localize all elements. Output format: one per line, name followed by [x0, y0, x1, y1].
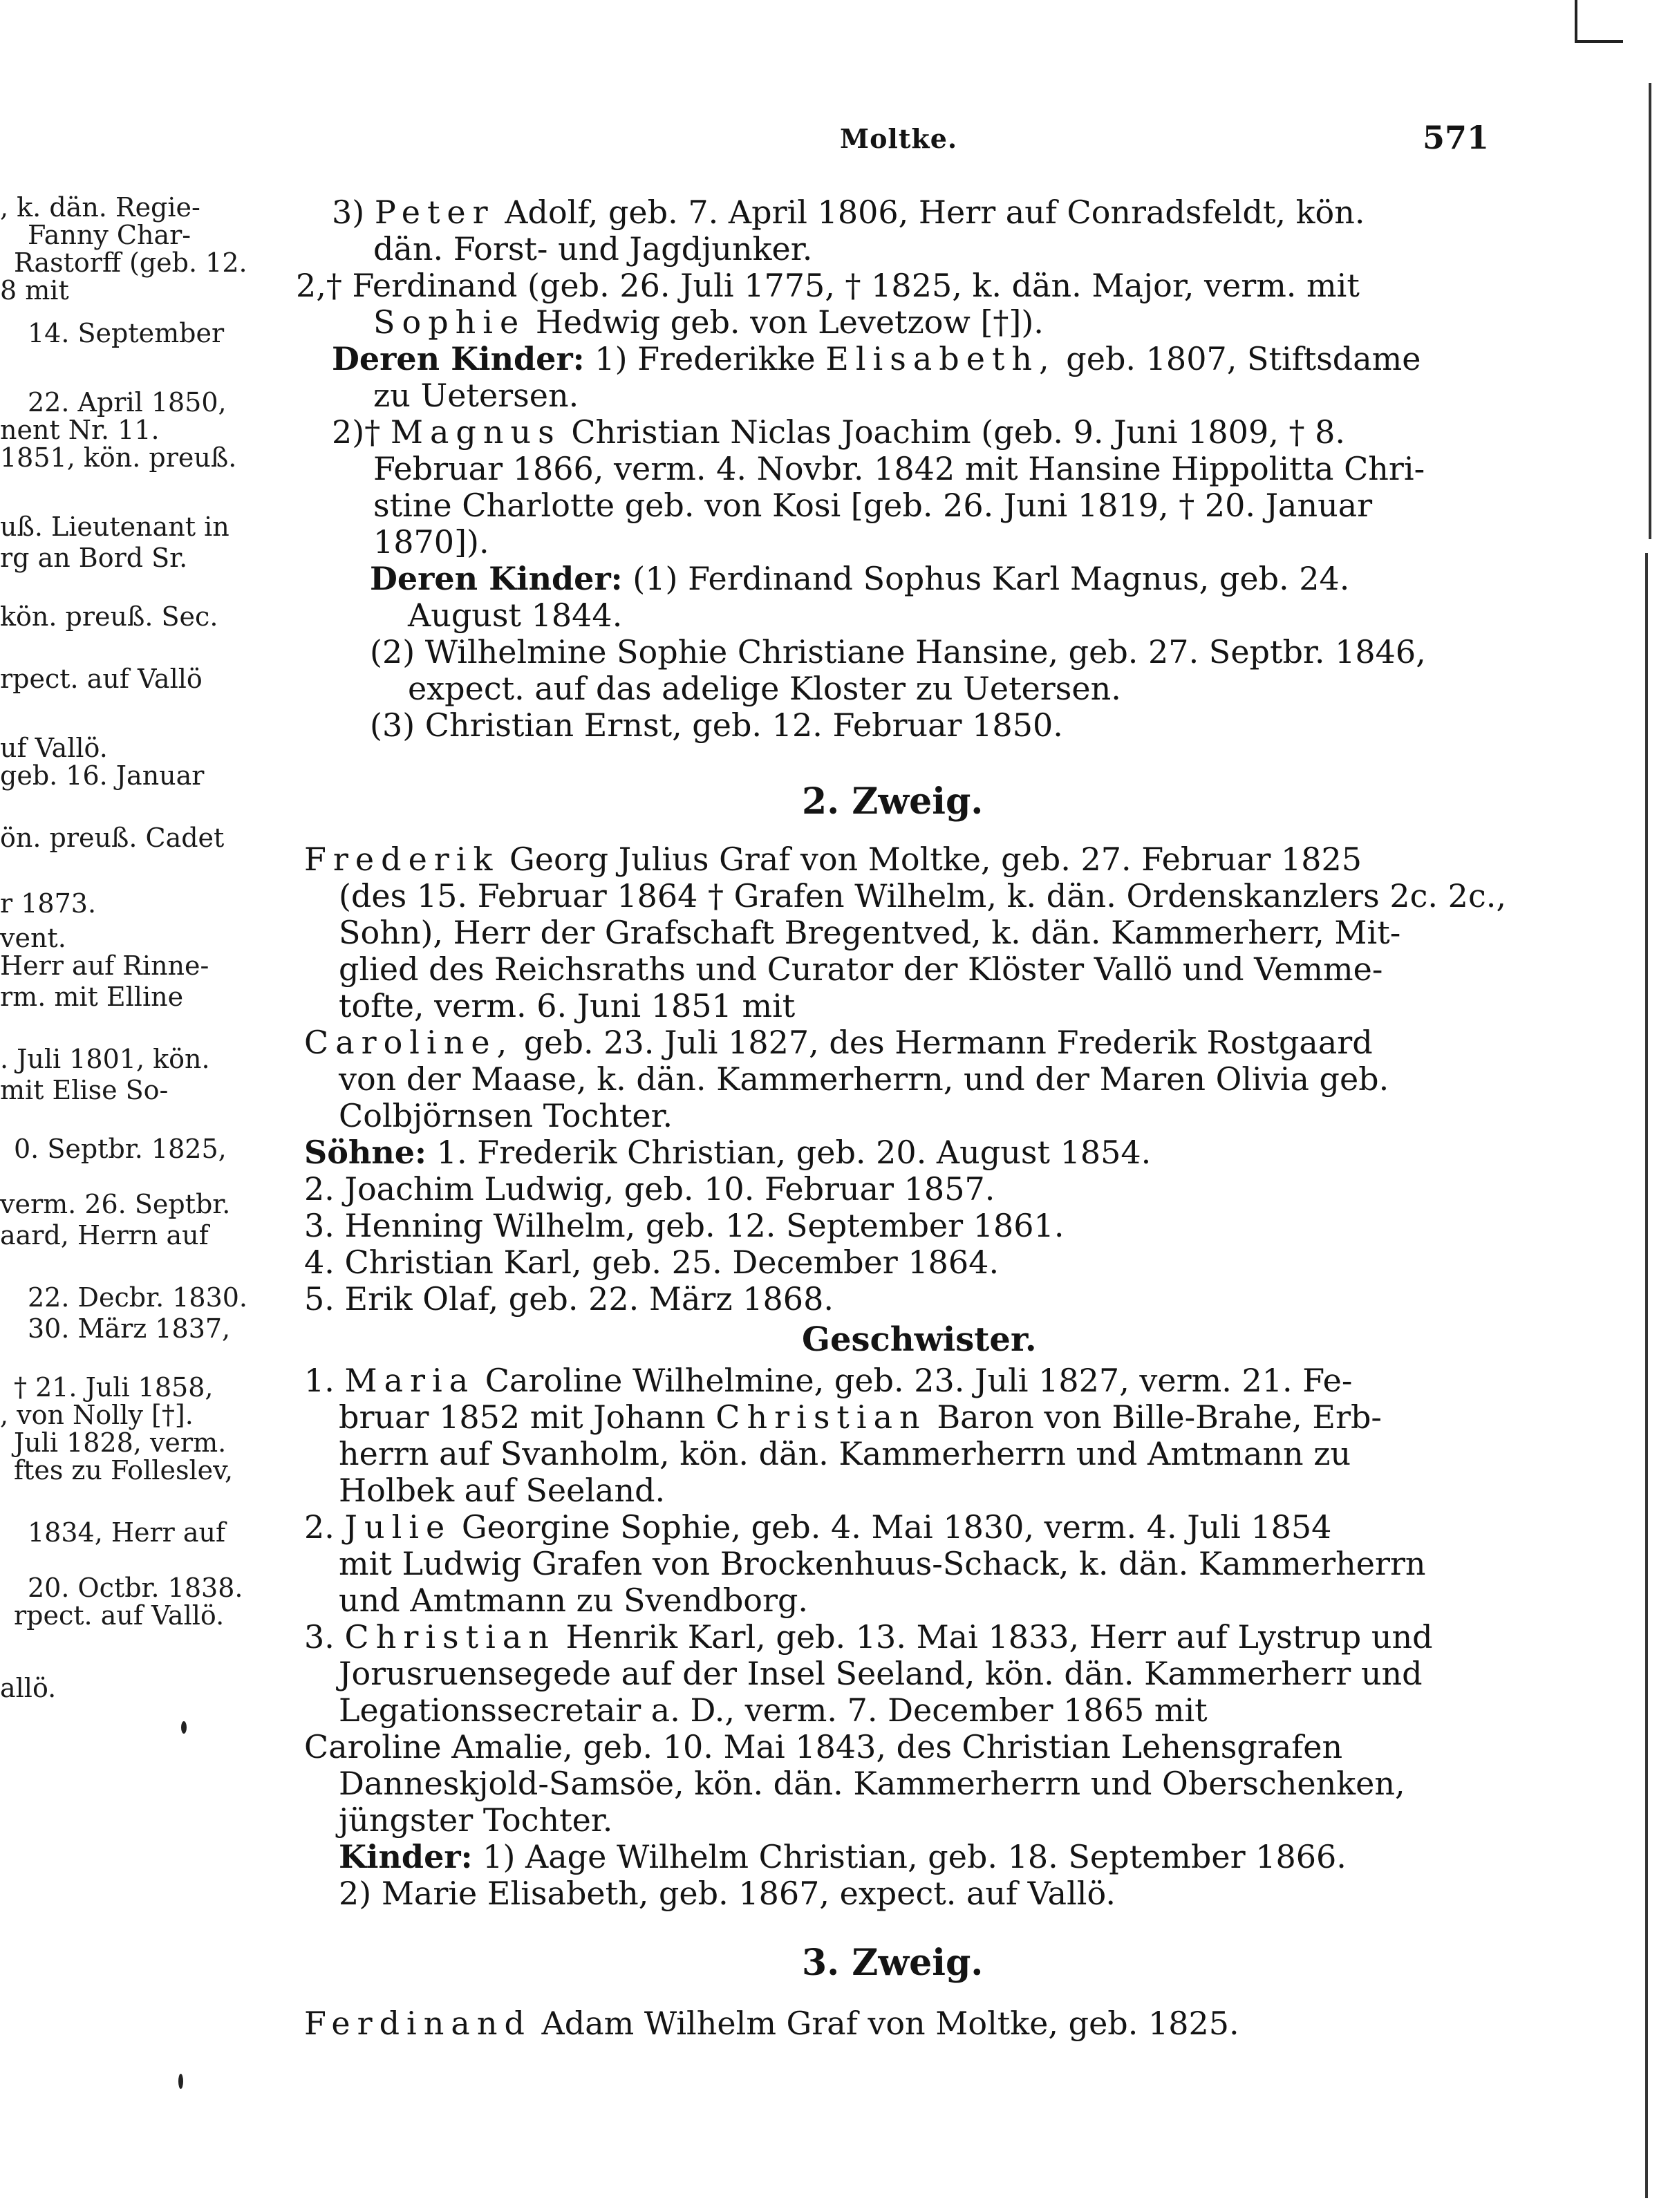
entry-line: (des 15. Februar 1864 † Grafen Wilhelm, k. dän. Ordenskanzlers 2c. 2c.,: [339, 877, 1506, 915]
margin-fragment: vent.: [0, 923, 66, 953]
entry-line: 2. Julie Georgine Sophie, geb. 4. Mai 1830, verm. 4. Juli 1854: [304, 1508, 1332, 1546]
margin-fragment: , k. dän. Regie-: [0, 192, 200, 223]
entry-line: stine Charlotte geb. von Kosi [geb. 26. Juni 1819, † 20. Januar: [373, 487, 1373, 524]
corner-rule-horizontal: [1575, 40, 1623, 43]
margin-fragment: uß. Lieutenant in: [0, 512, 229, 542]
margin-fragment: Rastorff (geb. 12.: [14, 247, 247, 278]
margin-fragment: mit Elise So-: [0, 1075, 169, 1105]
margin-fragment: rm. mit Elline: [0, 982, 184, 1012]
margin-fragment: , von Nolly [†].: [0, 1400, 194, 1430]
margin-fragment: 1851, kön. preuß.: [0, 442, 237, 473]
margin-fragment: 22. April 1850,: [28, 387, 227, 418]
entry-line: Danneskjold-Samsöe, kön. dän. Kammerherrn und Oberschenken,: [339, 1765, 1405, 1802]
margin-fragment: 14. September: [28, 318, 225, 348]
margin-fragment: rg an Bord Sr.: [0, 543, 188, 573]
margin-fragment: 20. Octbr. 1838.: [28, 1573, 243, 1603]
page-edge-line: [1649, 83, 1651, 539]
margin-fragment: . Juli 1801, kön.: [0, 1044, 210, 1074]
margin-fragment: 22. Decbr. 1830.: [28, 1282, 248, 1313]
margin-fragment: ön. preuß. Cadet: [0, 823, 225, 853]
entry-line: (3) Christian Ernst, geb. 12. Februar 1850.: [370, 706, 1063, 744]
entry-line: von der Maase, k. dän. Kammerherrn, und der Maren Olivia geb.: [339, 1060, 1389, 1098]
margin-fragment: rpect. auf Vallö.: [14, 1600, 225, 1631]
ink-speck: [181, 1721, 187, 1734]
entry-line: Caroline, geb. 23. Juli 1827, des Hermann Frederik Rostgaard: [304, 1024, 1373, 1061]
margin-fragment: nent Nr. 11.: [0, 415, 160, 445]
section-heading: 3. Zweig.: [802, 1942, 984, 1984]
page-edge-line: [1645, 553, 1648, 2198]
margin-fragment: r 1873.: [0, 888, 97, 919]
entry-line: dän. Forst- und Jagdjunker.: [373, 230, 813, 268]
entry-line: Ferdinand Adam Wilhelm Graf von Moltke, geb. 1825.: [304, 2005, 1239, 2042]
entry-line: 5. Erik Olaf, geb. 22. März 1868.: [304, 1280, 834, 1318]
entry-line: 3. Henning Wilhelm, geb. 12. September 1861.: [304, 1207, 1065, 1244]
margin-fragment: ftes zu Folleslev,: [14, 1455, 234, 1485]
margin-fragment: 8 mit: [0, 275, 69, 306]
margin-fragment: aard, Herrn auf: [0, 1220, 209, 1250]
entry-line: Söhne: 1. Frederik Christian, geb. 20. August 1854.: [304, 1134, 1152, 1171]
entry-line: Holbek auf Seeland.: [339, 1472, 666, 1509]
entry-line: zu Uetersen.: [373, 377, 579, 414]
entry-line: Legationssecretair a. D., verm. 7. December 1865 mit: [339, 1691, 1208, 1729]
entry-line: Sophie Hedwig geb. von Levetzow [†]).: [373, 303, 1044, 341]
entry-line: 3) Peter Adolf, geb. 7. April 1806, Herr auf Conradsfeldt, kön.: [332, 194, 1365, 231]
entry-line: bruar 1852 mit Johann Christian Baron von Bille-Brahe, Erb-: [339, 1398, 1382, 1436]
margin-fragment: 0. Septbr. 1825,: [14, 1134, 227, 1164]
entry-line: (2) Wilhelmine Sophie Christiane Hansine, geb. 27. Septbr. 1846,: [370, 633, 1426, 671]
entry-line: Kinder: 1) Aage Wilhelm Christian, geb. 18. September 1866.: [339, 1838, 1347, 1875]
entry-line: 2. Joachim Ludwig, geb. 10. Februar 1857.: [304, 1170, 995, 1208]
entry-line: und Amtmann zu Svendborg.: [339, 1582, 809, 1619]
margin-fragment: † 21. Juli 1858,: [14, 1372, 214, 1403]
margin-fragment: 1834, Herr auf: [28, 1517, 226, 1548]
entry-line: 4. Christian Karl, geb. 25. December 1864.: [304, 1244, 1000, 1281]
subsection-heading: Geschwister.: [802, 1320, 1037, 1359]
margin-fragment: geb. 16. Januar: [0, 760, 205, 791]
entry-line: Jorusruensegede auf der Insel Seeland, kön. dän. Kammerherr und: [339, 1655, 1423, 1692]
entry-line: herrn auf Svanholm, kön. dän. Kammerherrn und Amtmann zu: [339, 1435, 1351, 1472]
section-heading: 2. Zweig.: [802, 780, 984, 823]
entry-line: Frederik Georg Julius Graf von Moltke, geb. 27. Februar 1825: [304, 841, 1362, 878]
entry-line: Deren Kinder: (1) Ferdinand Sophus Karl Magnus, geb. 24.: [370, 560, 1350, 597]
entry-line: 2,† Ferdinand (geb. 26. Juli 1775, † 1825, k. dän. Major, verm. mit: [296, 267, 1360, 304]
entry-line: Deren Kinder: 1) Frederikke Elisabeth, geb. 1807, Stiftsdame: [332, 340, 1421, 377]
entry-line: Colbjörnsen Tochter.: [339, 1097, 673, 1134]
entry-line: 3. Christian Henrik Karl, geb. 13. Mai 1833, Herr auf Lystrup und: [304, 1618, 1433, 1656]
running-head: Moltke.: [840, 123, 958, 154]
entry-line: 1. Maria Caroline Wilhelmine, geb. 23. Juli 1827, verm. 21. Fe-: [304, 1362, 1353, 1399]
margin-fragment: 30. März 1837,: [28, 1313, 231, 1344]
entry-line: 2) Marie Elisabeth, geb. 1867, expect. auf Vallö.: [339, 1875, 1116, 1912]
entry-line: jüngster Tochter.: [339, 1801, 613, 1839]
margin-fragment: verm. 26. Septbr.: [0, 1189, 231, 1219]
margin-fragment: Juli 1828, verm.: [14, 1427, 227, 1458]
page-number: 571: [1423, 119, 1490, 156]
margin-fragment: kön. preuß. Sec.: [0, 601, 218, 632]
corner-rule-vertical: [1575, 0, 1577, 41]
entry-line: 2)† Magnus Christian Niclas Joachim (geb. 9. Juni 1809, † 8.: [332, 413, 1345, 451]
ink-speck: [178, 2074, 183, 2089]
entry-line: Sohn), Herr der Grafschaft Bregentved, k. dän. Kammerherr, Mit-: [339, 914, 1401, 951]
margin-fragment: Herr auf Rinne-: [0, 950, 209, 981]
entry-line: Caroline Amalie, geb. 10. Mai 1843, des Christian Lehensgrafen: [304, 1728, 1343, 1765]
entry-line: expect. auf das adelige Kloster zu Uetersen.: [408, 670, 1121, 707]
margin-fragment: allö.: [0, 1673, 57, 1703]
entry-line: 1870]).: [373, 523, 489, 561]
entry-line: glied des Reichsraths und Curator der Klöster Vallö und Vemme-: [339, 950, 1383, 988]
margin-fragment: Fanny Char-: [28, 220, 191, 250]
margin-fragment: rpect. auf Vallö: [0, 664, 203, 694]
entry-line: Februar 1866, verm. 4. Novbr. 1842 mit Hansine Hippolitta Chri-: [373, 450, 1425, 487]
entry-line: August 1844.: [408, 597, 623, 634]
entry-line: tofte, verm. 6. Juni 1851 mit: [339, 987, 796, 1024]
margin-fragment: uf Vallö.: [0, 733, 108, 763]
entry-line: mit Ludwig Grafen von Brockenhuus-Schack, k. dän. Kammerherrn: [339, 1545, 1426, 1582]
